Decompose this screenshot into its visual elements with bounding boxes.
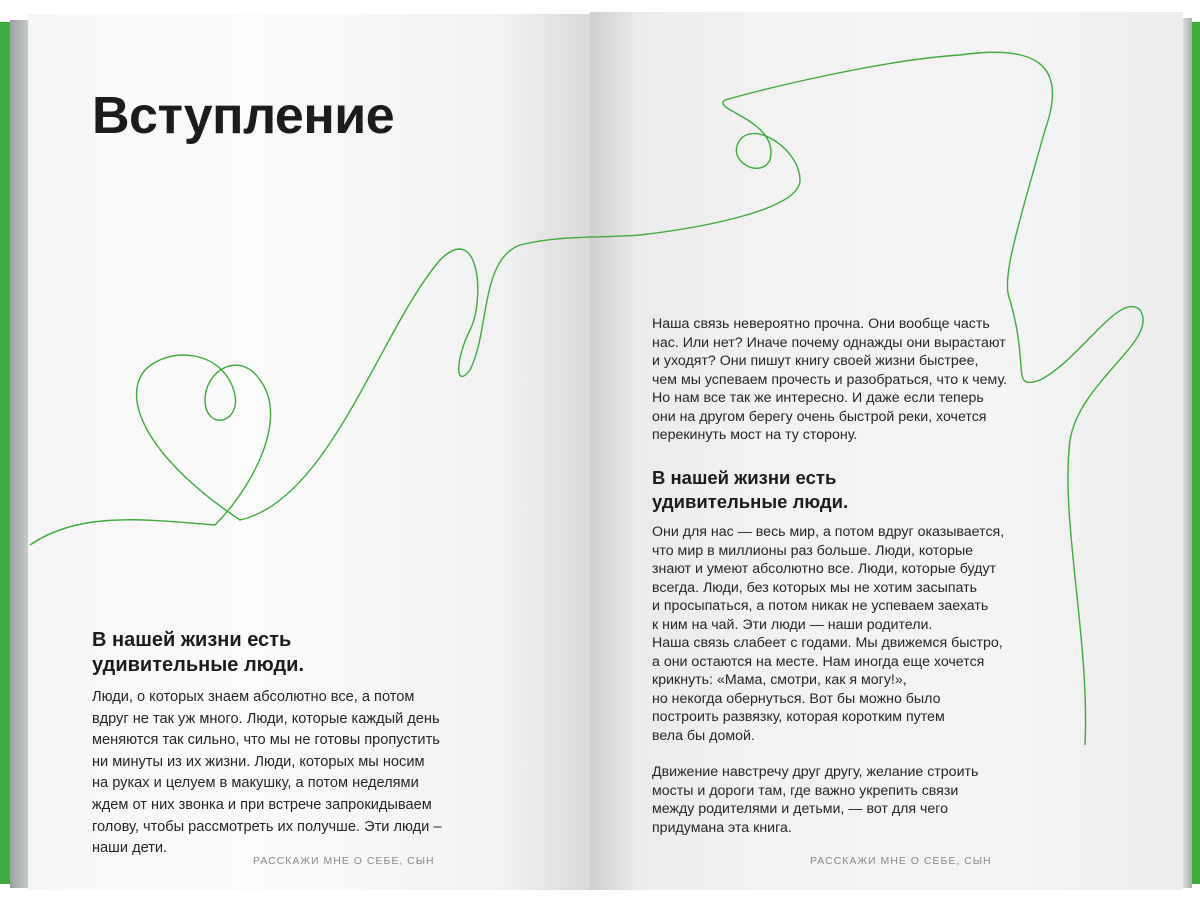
text-line: мосты и дороги там, где важно укрепить связи	[652, 782, 959, 799]
right-heading	[652, 466, 848, 513]
text-line: голову, чтобы рассмотреть их получше. Эти люди –	[92, 818, 442, 835]
left-running-footer: РАССКАЖИ МНЕ О СЕБЕ, СЫН	[253, 855, 435, 867]
text-line: Они для нас — весь мир, а потом вдруг оказывается,	[652, 524, 1005, 540]
text-line: Движение навстречу друг другу, желание строить	[652, 764, 979, 780]
text-line: а они остаются на месте. Нам иногда еще хочется	[652, 653, 985, 670]
right-body-paragraph-2	[652, 523, 1004, 745]
text-line: и просыпаться, а потом никак не успеваем заехать	[652, 598, 989, 614]
text-line: Наша связь невероятно прочна. Они вообще часть	[652, 316, 990, 332]
text-line: и уходят? Они пишут книгу своей жизни быстрее,	[652, 353, 979, 369]
left-body-paragraph	[92, 687, 441, 860]
text-line: Люди, о которых знаем абсолютно все, а потом	[92, 689, 415, 705]
text-line: что мир в миллионы раз больше. Люди, которые	[652, 542, 974, 559]
text-line: придумана эта книга.	[652, 819, 792, 836]
text-line: меняются так сильно, что мы не готовы пропустить	[92, 732, 440, 749]
text-line: между родителями и детьми, — вот для чего	[652, 801, 949, 817]
heading-line: удивительные люди.	[652, 490, 849, 512]
heading-line: удивительные люди.	[92, 654, 305, 676]
text-line: наши дети.	[92, 840, 168, 857]
text-line: нас. Или нет? Иначе почему однажды они вырастают	[652, 334, 1006, 351]
right-body-paragraph-1	[652, 315, 1007, 445]
text-line: построить развязку, которая коротким путем	[652, 709, 945, 725]
text-line: всегда. Люди, без которых мы не хотим засыпать	[652, 579, 977, 596]
heading-line: В нашей жизни есть	[92, 629, 292, 651]
left-heading	[92, 628, 304, 678]
text-line: вдруг не так уж много. Люди, которые каждый день	[92, 710, 440, 727]
text-line: Наша связь слабеет с годами. Мы движемся быстро,	[652, 635, 1003, 651]
text-line: к ним на чай. Эти люди — наши родители.	[652, 616, 933, 633]
text-line: перекинуть мост на ту сторону.	[652, 427, 858, 443]
text-line: Но нам все так же интересно. И даже если теперь	[652, 390, 984, 406]
text-line: вела бы домой.	[652, 727, 755, 744]
text-line: крикнуть: «Мама, смотри, как я могу!»,	[652, 672, 907, 688]
text-line: чем мы успеваем прочесть и разобраться, что к чему.	[652, 371, 1008, 388]
chapter-title: Вступление	[92, 87, 395, 145]
right-body-paragraph-3	[652, 763, 978, 837]
text-line: ждем от них звонка и при встрече запрокидываем	[92, 796, 432, 813]
right-running-footer: РАССКАЖИ МНЕ О СЕБЕ, СЫН	[810, 855, 992, 867]
text-line: ни минуты из их жизни. Люди, которых мы носим	[92, 753, 425, 770]
heading-line: В нашей жизни есть	[652, 467, 837, 488]
text-line: знают и умеют абсолютно все. Люди, которые будут	[652, 561, 997, 577]
text-line: на руках и целуем в макушку, а потом неделями	[92, 775, 419, 792]
text-line: но некогда обернуться. Вот бы можно было	[652, 690, 941, 707]
text-line: они на другом берегу очень быстрой реки, хочется	[652, 408, 987, 425]
